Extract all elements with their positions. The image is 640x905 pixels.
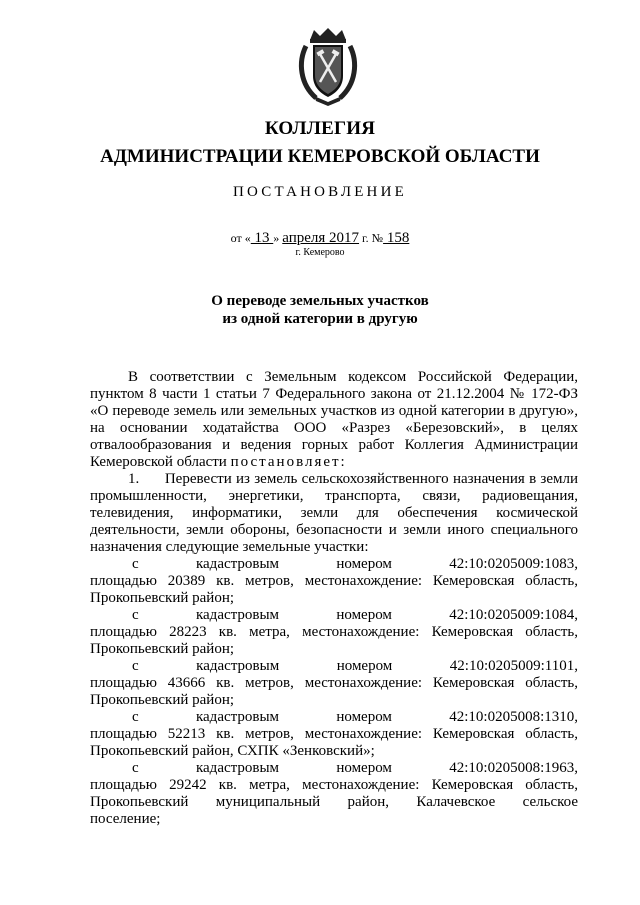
parcel-cadastral-line [90, 556, 578, 573]
document-number: 158 [383, 230, 410, 246]
cad-word-cadastral: кадастровым [195, 607, 280, 623]
org-title-line1: КОЛЛЕГИЯ [264, 118, 376, 139]
document-type: ПОСТАНОВЛЕНИЕ [233, 184, 407, 200]
parcel-location-line-end: поселение; [90, 811, 161, 827]
parcel-cadastral-line [90, 658, 578, 675]
date-month-year: апреля 2017 [282, 230, 360, 246]
cad-word-c: с [132, 709, 139, 725]
cad-word-number: номером [336, 607, 392, 623]
parcel-location-line: Прокопьевский район; [90, 692, 235, 708]
preamble [90, 369, 578, 471]
parcel-location-line: Прокопьевский район, СХПК «Зенковский»; [90, 743, 375, 759]
item-1-number: 1. [128, 471, 140, 487]
kemerovo-coat-of-arms-icon [296, 26, 360, 106]
item-1-text: Перевести из земель сельскохозяйственного назначения в земли промышленности, энергетики, транспорта, связи, радиовещания, телевидения, информатики, земли для обеспечения космической деятельности, земли обороны, безопасности и земли иного специального назначения следующие земельные участки: [90, 471, 578, 555]
cad-word-number: номером [336, 709, 392, 725]
parcel-location-line: Прокопьевский район; [90, 590, 235, 606]
document-subject [0, 292, 640, 328]
cad-word-c: с [132, 760, 139, 776]
parcel-area-line: площадью 20389 кв. метров, местонахождение: Кемеровская область, [90, 573, 578, 589]
date-mid: » [273, 231, 283, 245]
city: г. Кемерово [295, 247, 345, 258]
parcel-area-line: площадью 52213 кв. метров, местонахождение: Кемеровская область, [90, 726, 578, 742]
subject-line1: О переводе земельных участков [211, 293, 429, 309]
date-day: 13 [250, 230, 274, 246]
cad-word-c: с [132, 556, 139, 572]
cadastral-number: 42:10:0205009:1084, [449, 607, 578, 623]
parcel-area-line: площадью 43666 кв. метров, местонахождение: Кемеровская область, [90, 675, 578, 691]
subject-line2: из одной категории в другую [222, 311, 418, 327]
cad-word-number: номером [336, 556, 392, 572]
cad-word-number: номером [336, 658, 393, 674]
cad-word-cadastral: кадастровым [195, 556, 280, 572]
date-line [0, 230, 640, 247]
parcel-item [90, 556, 578, 607]
item-1 [90, 471, 578, 556]
parcel-area-line: площадью 28223 кв. метра, местонахождение: Кемеровская область, [90, 624, 578, 640]
parcel-area-line: площадью 29242 кв. метра, местонахождение: Кемеровская область, [90, 777, 578, 793]
cadastral-number: 42:10:0205008:1310, [449, 709, 578, 725]
cad-word-c: с [132, 607, 139, 623]
date-prefix: от « [230, 231, 251, 245]
parcel-cadastral-line [90, 607, 578, 624]
decree-word: постановляет: [230, 454, 347, 470]
cadastral-number: 42:10:0205008:1963, [449, 760, 578, 776]
parcel-item [90, 658, 578, 709]
cadastral-number: 42:10:0205009:1101, [449, 658, 578, 674]
cadastral-number: 42:10:0205009:1083, [449, 556, 578, 572]
parcel-location-line: Прокопьевский муниципальный район, Калачевское сельское [90, 794, 578, 810]
preamble-text: В соответствии с Земельным кодексом Российской Федерации, пунктом 8 части 1 статьи 7 Федерального закона от 21.12.2004 № 172-ФЗ «О переводе земель или земельных участков из одной категории в другую», на основании ходатайства ООО «Разрез «Березовский», в целях отвалообразования и ведения горных работ Коллегия Администрации Кемеровской области [90, 369, 578, 470]
parcel-item [90, 760, 578, 828]
document-body [90, 369, 578, 828]
cad-word-cadastral: кадастровым [196, 658, 280, 674]
cad-word-cadastral: кадастровым [195, 760, 280, 776]
parcel-location-line: Прокопьевский район; [90, 641, 235, 657]
org-title-line2: АДМИНИСТРАЦИИ КЕМЕРОВСКОЙ ОБЛАСТИ [100, 146, 540, 167]
parcel-cadastral-line [90, 709, 578, 726]
parcel-item [90, 607, 578, 658]
cad-word-c: с [132, 658, 139, 674]
parcel-cadastral-line [90, 760, 578, 777]
cad-word-number: номером [336, 760, 392, 776]
parcel-item [90, 709, 578, 760]
cad-word-cadastral: кадастровым [195, 709, 280, 725]
date-suffix: г. № [359, 231, 384, 245]
